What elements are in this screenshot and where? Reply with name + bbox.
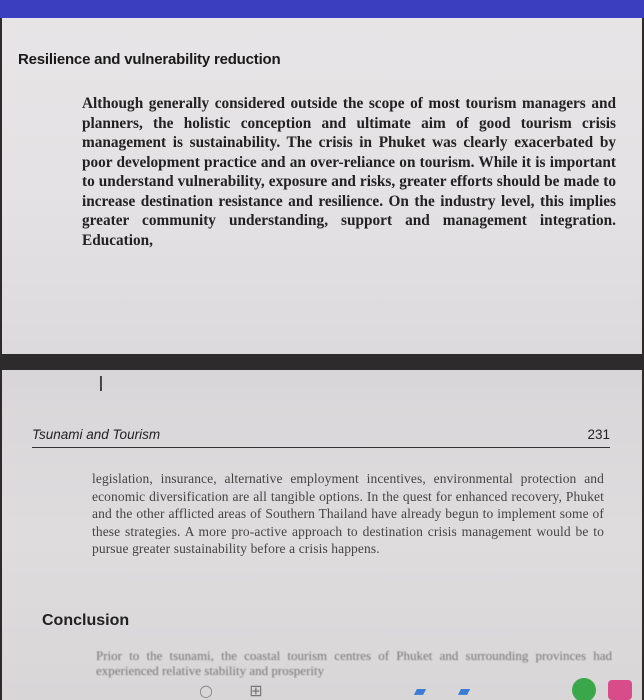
glyph-icon[interactable]: ⊞ (249, 681, 263, 700)
lower-paragraph: legislation, insurance, alternative employment incentives, environmental protection and economic diversification are all tangible options. In the quest for enhanced recovery, Phuket and the other afflicted areas of Southern Thailand have already begun to implement some of these strategies. A more pro-active approach to destination crisis management would be to pursue greater sustainability before a crisis happens. (92, 471, 604, 556)
blue-app-icon[interactable]: ▰ (413, 681, 427, 700)
page-divider (0, 354, 644, 370)
faded-paragraph: Prior to the tsunami, the coastal tourism centres of Phuket and surrounding provinces had experienced relative stability and prosperity (96, 648, 612, 678)
page-number: 231 (587, 427, 610, 442)
running-header (32, 425, 610, 448)
green-app-icon[interactable] (572, 678, 596, 700)
conclusion-heading: Conclusion (42, 612, 130, 629)
blue-app-icon-2[interactable]: ▰ (457, 681, 471, 700)
pink-app-icon[interactable] (608, 680, 632, 700)
top-bar (0, 0, 644, 18)
circle-icon[interactable]: ○ (199, 681, 213, 700)
upper-paragraph: Although generally considered outside the scope of most tourism managers and planners, the holistic conception and ultimate aim of good tourism crisis management is sustainability. The crisis in Phuket was clearly exacerbated by poor development practice and an over-reliance on tourism. While it is important to understand vulnerability, exposure and risks, greater efforts should be made to increase destination resistance and resilience. On the industry level, this implies greater community understanding, support and management integration. Education, (82, 95, 616, 249)
text-cursor-icon: I (98, 372, 104, 396)
section-heading: Resilience and vulnerability reduction (18, 51, 281, 68)
running-title: Tsunami and Tourism (32, 427, 161, 442)
upper-page (2, 18, 642, 354)
lower-page (2, 370, 642, 700)
